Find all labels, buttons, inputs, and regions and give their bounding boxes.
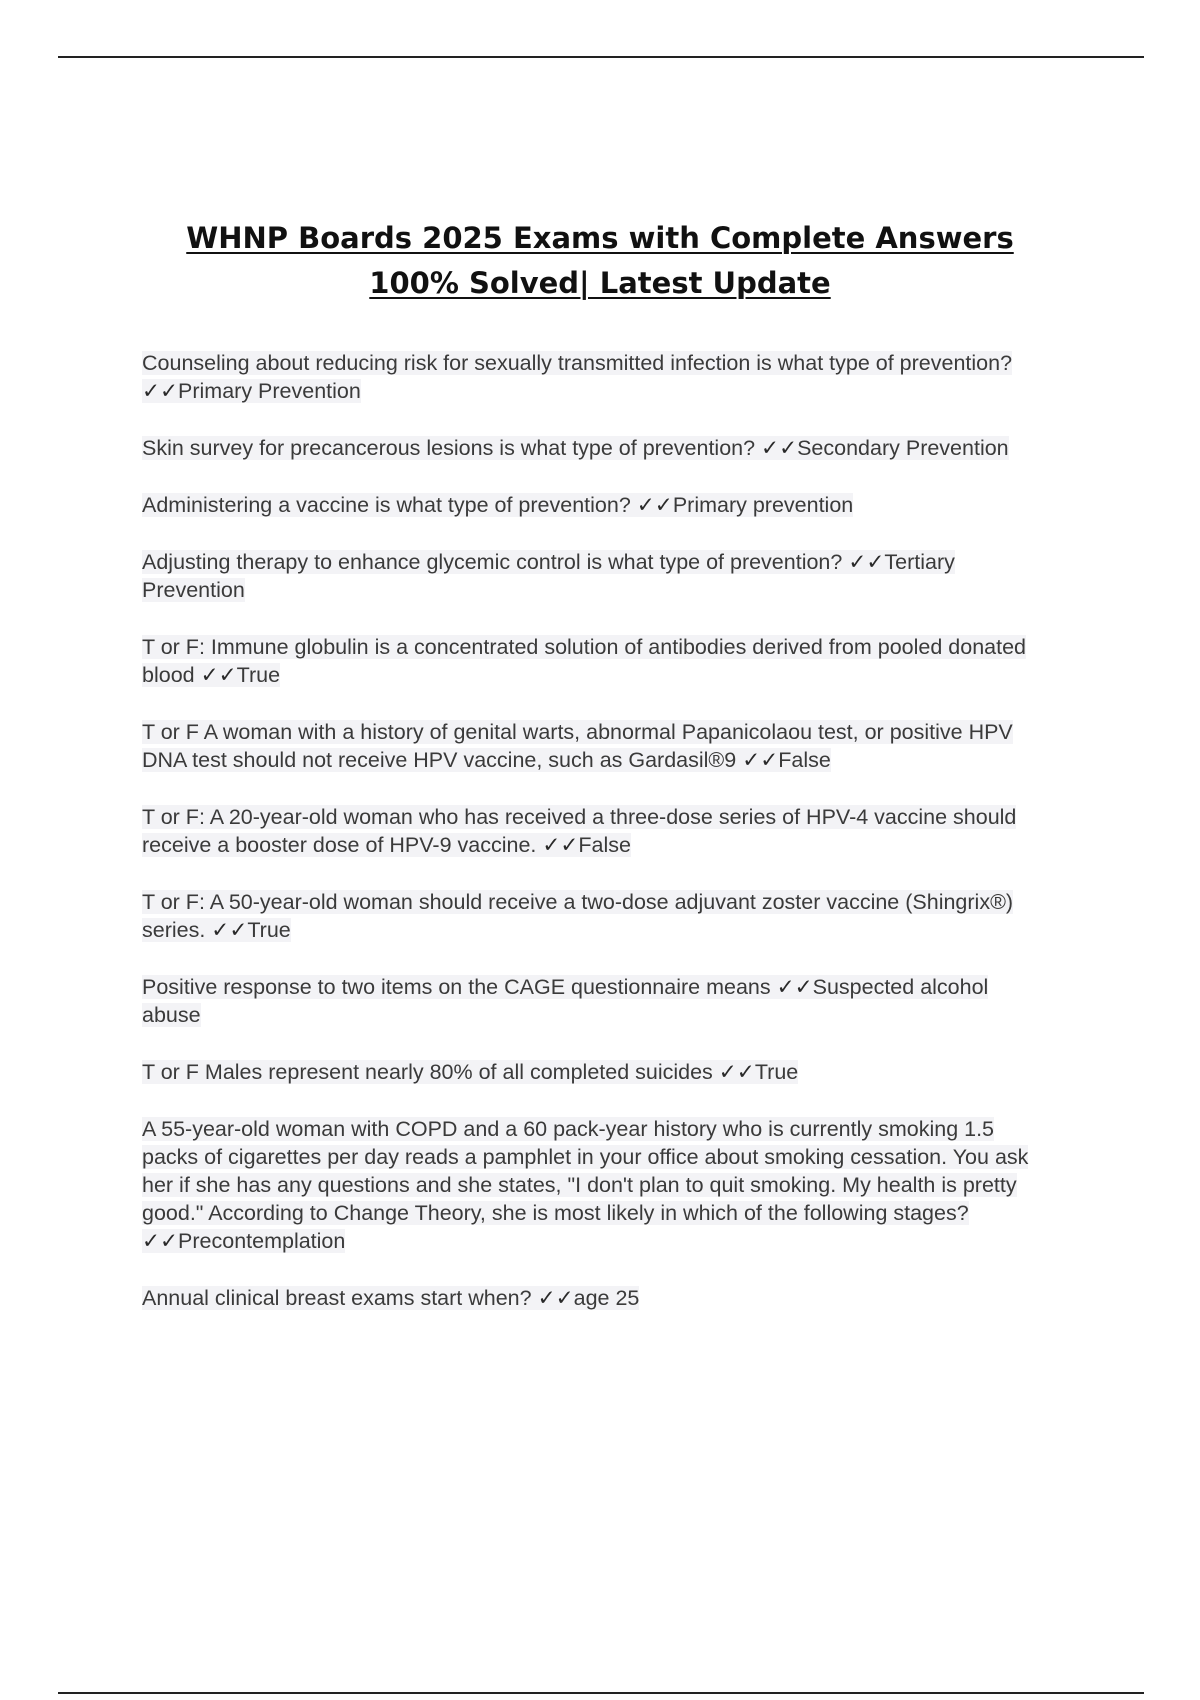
qa-item-11 <box>142 1115 1047 1255</box>
title-line-2: 100% Solved| Latest Update <box>369 266 831 300</box>
qa-item-10 <box>142 1058 1047 1086</box>
question-text: Adjusting therapy to enhance glycemic control is what type of prevention? <box>142 550 843 574</box>
qa-item-9 <box>142 973 1047 1029</box>
question-text: T or F: Immune globulin is a concentrated solution of antibodies derived from pooled donated blood <box>142 635 1027 687</box>
answer-text: age 25 <box>573 1286 640 1310</box>
answer-text: True <box>247 918 291 942</box>
answer-text: Secondary Prevention <box>797 436 1009 460</box>
qa-item-1 <box>142 349 1047 405</box>
question-text: Skin survey for precancerous lesions is what type of prevention? <box>142 436 756 460</box>
double-check-icon: ✓✓ <box>630 493 673 517</box>
qa-item-5 <box>142 633 1047 689</box>
answer-text: Primary Prevention <box>178 379 361 403</box>
question-text: Positive response to two items on the CAGE questionnaire means <box>142 975 771 999</box>
qa-item-12 <box>142 1284 1047 1312</box>
qa-item-4 <box>142 548 1047 604</box>
footer-rule <box>58 1692 1144 1694</box>
answer-text: Suspected alcohol abuse <box>142 975 989 1027</box>
question-text: Annual clinical breast exams start when? <box>142 1286 532 1310</box>
answer-text: Tertiary Prevention <box>142 550 955 602</box>
answer-text: Precontemplation <box>178 1229 346 1253</box>
header-rule <box>58 56 1144 58</box>
question-text: A 55-year-old woman with COPD and a 60 pack-year history who is currently smoking 1.5 packs of cigarettes per day reads a pamphlet in your office about smoking cessation. You ask her if she has any questions and she states, "I don't plan to quit smoking. My health is pretty good." According to Change Theory, she is most likely in which of the following stages? <box>142 1117 1029 1225</box>
answer-text: False <box>778 748 831 772</box>
double-check-icon: ✓✓ <box>842 550 885 574</box>
document-title <box>150 216 1050 306</box>
double-check-icon: ✓✓ <box>531 1286 574 1310</box>
qa-item-7 <box>142 803 1047 859</box>
double-check-icon: ✓✓ <box>142 1229 179 1253</box>
double-check-icon: ✓✓ <box>142 379 179 403</box>
qa-item-6 <box>142 718 1047 774</box>
double-check-icon: ✓✓ <box>770 975 813 999</box>
answer-text: Primary prevention <box>672 493 854 517</box>
double-check-icon: ✓✓ <box>194 663 237 687</box>
double-check-icon: ✓✓ <box>205 918 248 942</box>
double-check-icon: ✓✓ <box>536 833 579 857</box>
question-text: T or F A woman with a history of genital warts, abnormal Papanicolaou test, or positive HPV DNA test should not receive HPV vaccine, such as Gardasil®9 <box>142 720 1013 772</box>
double-check-icon: ✓✓ <box>755 436 798 460</box>
double-check-icon: ✓✓ <box>736 748 779 772</box>
qa-item-2 <box>142 434 1047 462</box>
question-text: Administering a vaccine is what type of prevention? <box>142 493 631 517</box>
qa-item-8 <box>142 888 1047 944</box>
double-check-icon: ✓✓ <box>712 1060 755 1084</box>
question-text: T or F: A 50-year-old woman should receive a two-dose adjuvant zoster vaccine (Shingrix®) series. <box>142 890 1014 942</box>
title-line-1: WHNP Boards 2025 Exams with Complete Answers <box>186 221 1014 255</box>
answer-text: True <box>236 663 281 687</box>
qa-item-3 <box>142 491 1047 519</box>
question-text: T or F: A 20-year-old woman who has received a three-dose series of HPV-4 vaccine should receive a booster dose of HPV-9 vaccine. <box>142 805 1017 857</box>
answer-text: False <box>578 833 631 857</box>
question-text: T or F Males represent nearly 80% of all completed suicides <box>142 1060 713 1084</box>
answer-text: True <box>754 1060 799 1084</box>
question-text: Counseling about reducing risk for sexually transmitted infection is what type of prevention? <box>142 351 1013 375</box>
qa-list <box>142 349 1047 1341</box>
